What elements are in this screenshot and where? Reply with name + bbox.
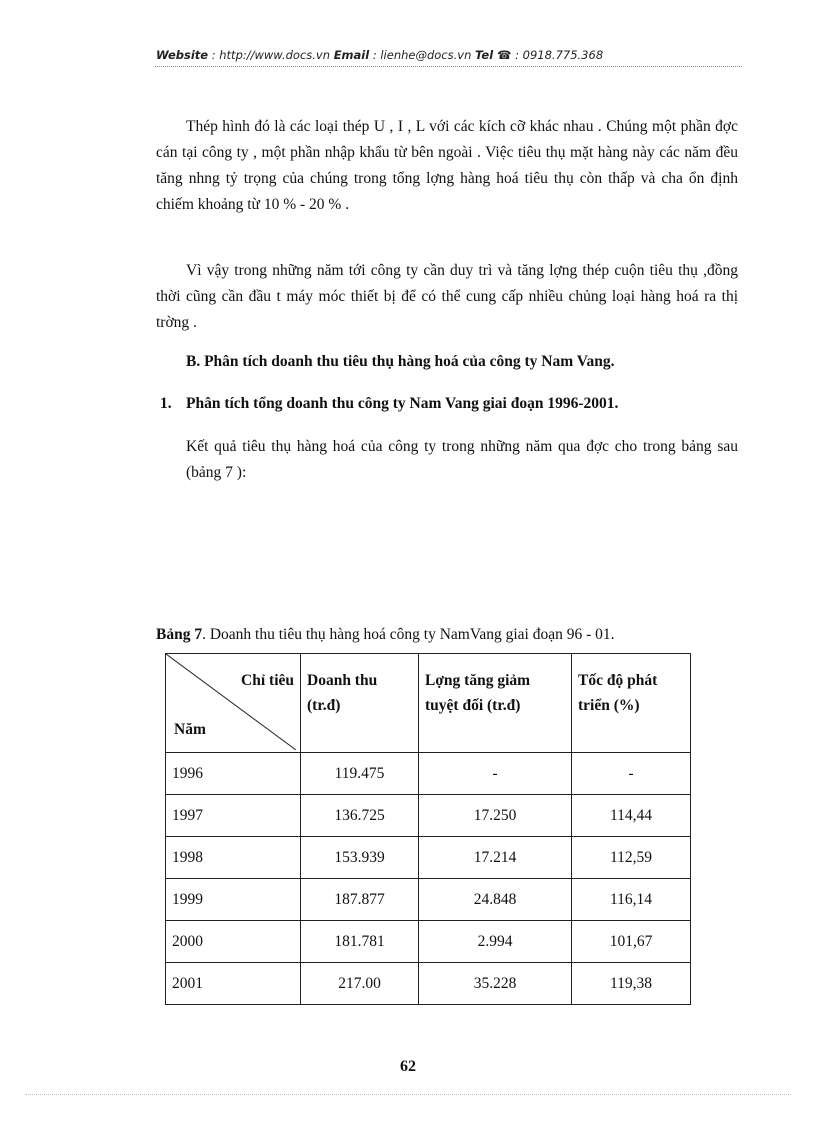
change-cell: 17.250 xyxy=(419,795,572,837)
header-revenue: Doanh thu (tr.đ) xyxy=(301,654,419,753)
header-divider xyxy=(155,66,742,67)
footer-divider xyxy=(25,1094,791,1095)
header-absolute-change: Lợng tăng giảm tuyệt đối (tr.đ) xyxy=(419,654,572,753)
website-label: Website xyxy=(156,48,209,62)
paragraph-future-plan: Vì vậy trong những năm tới công ty cần duy trì và tăng lợng thép cuộn tiêu thụ ,đồng thời cũng cần đầu t máy móc thiết bị để có thể cung cấp nhiều chủng loại hàng hoá ra thị trờng . xyxy=(156,262,738,331)
table-row xyxy=(166,753,691,795)
growth-cell: 114,44 xyxy=(572,795,691,837)
change-cell: - xyxy=(419,753,572,795)
page-header xyxy=(156,48,603,62)
section-1-heading: Phân tích tổng doanh thu công ty Nam Vang giai đoạn 1996-2001. xyxy=(186,395,619,412)
header-indicator: Chỉ tiêu xyxy=(241,672,294,689)
change-cell: 24.848 xyxy=(419,879,572,921)
revenue-table xyxy=(165,653,691,1005)
change-cell: 17.214 xyxy=(419,837,572,879)
tel-label: Tel ☎ xyxy=(475,48,512,62)
growth-cell: 112,59 xyxy=(572,837,691,879)
revenue-cell: 136.725 xyxy=(301,795,419,837)
section-b-heading: B. Phân tích doanh thu tiêu thụ hàng hoá của công ty Nam Vang. xyxy=(186,353,615,370)
table-row xyxy=(166,921,691,963)
change-cell: 35.228 xyxy=(419,963,572,1005)
email-value: : lienhe@docs.vn xyxy=(369,48,476,62)
growth-cell: 119,38 xyxy=(572,963,691,1005)
email-label: Email xyxy=(333,48,370,62)
growth-cell: 116,14 xyxy=(572,879,691,921)
section-1-number: 1. xyxy=(160,395,172,412)
table-caption-label: Bảng 7 xyxy=(156,626,203,643)
revenue-cell: 153.939 xyxy=(301,837,419,879)
tel-value: : 0918.775.368 xyxy=(511,48,604,62)
diagonal-header-cell xyxy=(166,654,301,753)
website-value: : http://www.docs.vn xyxy=(208,48,334,62)
table-caption xyxy=(156,626,615,644)
table-header-row xyxy=(166,654,691,753)
table-row xyxy=(166,837,691,879)
year-cell: 1998 xyxy=(166,837,301,879)
year-cell: 2001 xyxy=(166,963,301,1005)
header-year: Năm xyxy=(174,721,206,738)
revenue-cell: 119.475 xyxy=(301,753,419,795)
table-caption-text: . Doanh thu tiêu thụ hàng hoá công ty NamVang giai đoạn 96 - 01. xyxy=(202,626,615,643)
revenue-cell: 187.877 xyxy=(301,879,419,921)
revenue-cell: 217.00 xyxy=(301,963,419,1005)
table-row xyxy=(166,879,691,921)
change-cell: 2.994 xyxy=(419,921,572,963)
growth-cell: 101,67 xyxy=(572,921,691,963)
growth-cell: - xyxy=(572,753,691,795)
year-cell: 1999 xyxy=(166,879,301,921)
paragraph-intro-table: Kết quả tiêu thụ hàng hoá của công ty trong những năm qua đợc cho trong bảng sau (bảng 7 ): xyxy=(186,438,738,481)
year-cell: 1996 xyxy=(166,753,301,795)
header-growth-rate: Tốc độ phát triển (%) xyxy=(572,654,691,753)
page-number: 62 xyxy=(400,1058,416,1075)
revenue-cell: 181.781 xyxy=(301,921,419,963)
table-row xyxy=(166,795,691,837)
year-cell: 1997 xyxy=(166,795,301,837)
table-row xyxy=(166,963,691,1005)
paragraph-steel-types: Thép hình đó là các loại thép U , I , L với các kích cỡ khác nhau . Chúng một phần đợc cán tại công ty , một phần nhập khẩu từ bên ngoài . Việc tiêu thụ mặt hàng này các năm đều tăng nhng tỷ trọng của chúng trong tổng lợng hàng hoá tiêu thụ còn thấp và cha ổn định chiếm khoảng từ 10 % - 20 % . xyxy=(156,118,738,213)
year-cell: 2000 xyxy=(166,921,301,963)
